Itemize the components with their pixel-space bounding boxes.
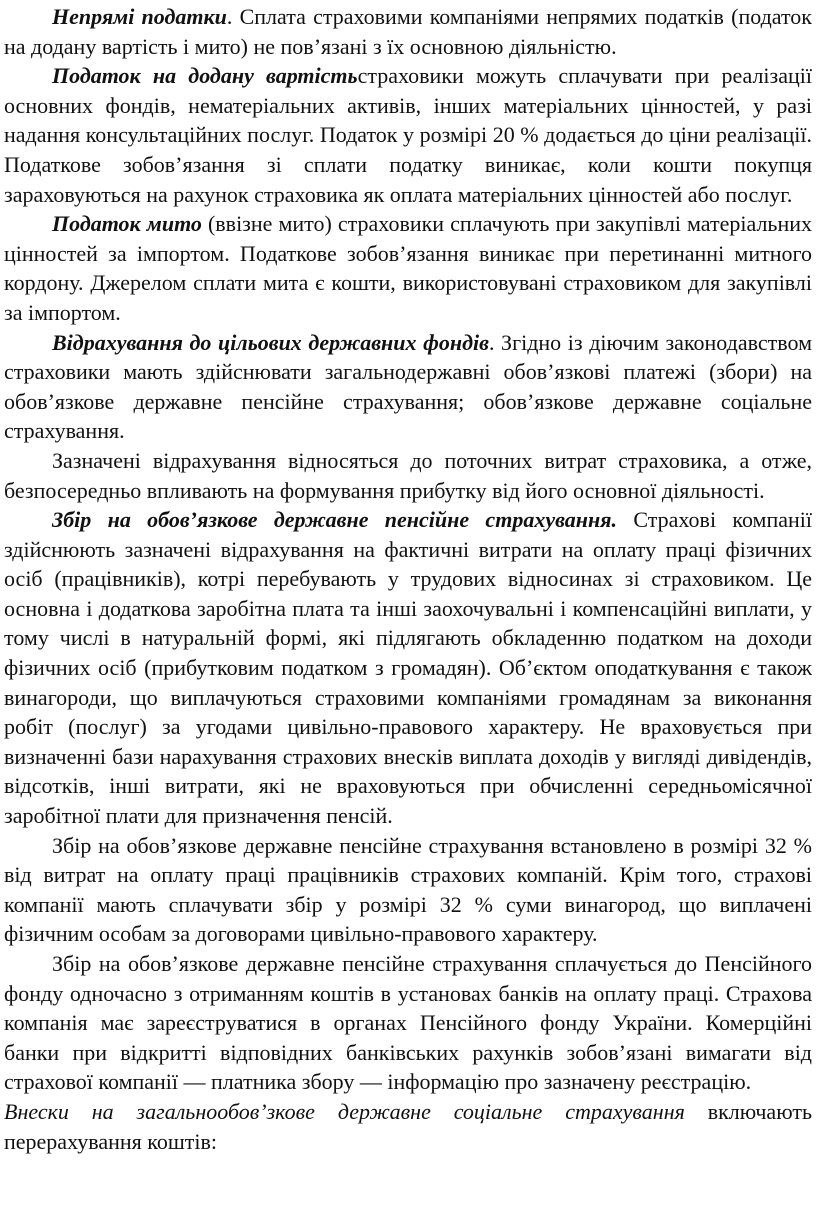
- paragraph-text: (ввізне мито) страховики сплачують при закупівлі матеріальних цінностей за імпортом. Податкове зобов’язання виникає при перетинанні митного кордону. Джерелом сплати мита є кошти, використовувані страховиком для закупівлі за імпортом.: [4, 211, 813, 325]
- paragraph-state-funds: [4, 328, 812, 446]
- paragraph-current-expenses: [4, 446, 812, 505]
- paragraph-text: . Згідно із діючим законодавством страховики мають здійснювати загальнодержавні обов’язкові платежі (збори) на обов’язкове державне пенсійне страхування; обов’язкове державне соціальне страхування.: [4, 329, 812, 444]
- paragraph-customs-duty: [4, 209, 812, 327]
- paragraph-pension-rate: [4, 831, 812, 949]
- term-social-insurance: Внески на загальнообов’зкове державне соціальне страхування: [4, 1098, 685, 1124]
- paragraph-text: Зазначені відрахування відносяться до поточних витрат страховика, а отже, безпосередньо впливають на формування прибутку від його основної діяльності.: [4, 447, 812, 503]
- paragraph-pension-levy: [4, 505, 812, 831]
- paragraph-text: Страхові компанії здійснюють зазначені відрахування на фактичні витрати на оплату праці фізичних осіб (працівників), котрі перебувають у трудових відносинах зі страховиком. Це основна і додаткова заробітна плата та інші заохочувальні і компенсаційні виплати, у тому числі в натуральній формі, які підлягають обкладенню податком на доходи фізичних осіб (прибутковим податком з громадян). Об’єктом оподаткування є також винагороди, що виплачуються страховими компаніями громадянам за виконання робіт (послуг) за угодами цивільно-правового характеру. Не враховується при визначенні бази нарахування страхових внесків виплата доходів у вигляді дивідендів, відсотків, інші витрати, які не враховуються при обчисленні середньомісячної заробітної плати для призначення пенсій.: [4, 507, 812, 829]
- paragraph-social-insurance: [4, 1097, 812, 1156]
- paragraph-pension-payment: [4, 949, 812, 1097]
- paragraph-text: . Сплата страховими компаніями непрямих податків (податок на додану вартість і мито) не пов’язані з їх основною діяльністю.: [4, 4, 812, 59]
- term-customs-duty: Податок мито: [52, 211, 202, 237]
- term-state-funds: Відрахування до цільових державних фондів: [52, 329, 489, 355]
- term-indirect-taxes: Непрямі податки: [52, 4, 227, 29]
- paragraph-indirect-taxes: [4, 2, 812, 61]
- term-vat: Податок на додану вартість: [52, 63, 358, 89]
- paragraph-text: Збір на обов’язкове державне пенсійне страхування встановлено в розмірі 32 % від витрат на оплату праці працівників страхових компаній. Крім того, страхові компанії мають сплачувати збір у розмірі 32 % суми винагород, що виплачені фізичним особам за договорами цивільно-правового характеру.: [4, 832, 812, 947]
- paragraph-vat: [4, 61, 812, 209]
- term-pension-levy: Збір на обов’язкове державне пенсійне страхування.: [52, 507, 618, 533]
- paragraph-text: страховики можуть сплачувати при реалізації основних фондів, нематеріальних активів, інших матеріальних цінностей, у разі надання консультаційних послуг. Податок у розмірі 20 % додається до ціни реалізації. Податкове зобов’язання зі сплати податку виникає, коли кошти покупця зараховуються на рахунок страховика як оплата матеріальних цінностей або послуг.: [4, 63, 813, 207]
- paragraph-text: включають перерахування коштів:: [4, 1098, 812, 1154]
- paragraph-text: Збір на обов’язкове державне пенсійне страхування сплачується до Пенсійного фонду одночасно з отриманням коштів в установах банків на оплату праці. Страхова компанія має зареєструватися в органах Пенсійного фонду України. Комерційні банки при відкритті відповідних банківських рахунків зобов’язані вимагати від страхової компанії — платника збору — інформацію про зазначену реєстрацію.: [4, 951, 812, 1095]
